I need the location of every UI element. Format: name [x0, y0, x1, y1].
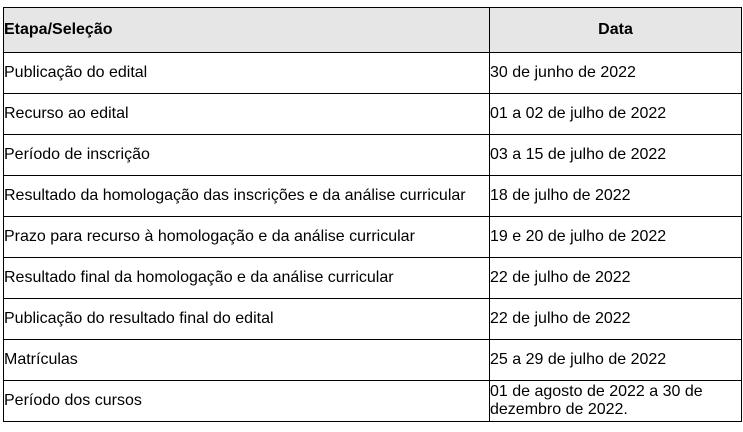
date-cell: 01 de agosto de 2022 a 30 de dezembro de 2022. — [490, 381, 742, 422]
stage-cell: Período dos cursos — [4, 381, 490, 422]
stage-cell: Período de inscrição — [4, 135, 490, 176]
table-row — [4, 176, 742, 217]
stage-cell: Publicação do resultado final do edital — [4, 299, 490, 340]
table-body — [4, 53, 742, 422]
column-header-stage: Etapa/Seleção — [4, 8, 490, 53]
date-cell: 03 a 15 de julho de 2022 — [490, 135, 742, 176]
table-header — [4, 8, 742, 53]
table-row — [4, 94, 742, 135]
date-cell: 22 de julho de 2022 — [490, 258, 742, 299]
table-row — [4, 135, 742, 176]
column-header-date: Data — [490, 8, 742, 53]
table-row — [4, 53, 742, 94]
stage-cell: Matrículas — [4, 340, 490, 381]
stage-cell: Resultado final da homologação e da análise curricular — [4, 258, 490, 299]
table-row — [4, 381, 742, 422]
table-row — [4, 340, 742, 381]
schedule-table — [3, 7, 742, 422]
date-cell: 22 de julho de 2022 — [490, 299, 742, 340]
date-cell: 18 de julho de 2022 — [490, 176, 742, 217]
table-row — [4, 299, 742, 340]
stage-cell: Prazo para recurso à homologação e da análise curricular — [4, 217, 490, 258]
date-cell: 01 a 02 de julho de 2022 — [490, 94, 742, 135]
date-cell: 30 de junho de 2022 — [490, 53, 742, 94]
stage-cell: Resultado da homologação das inscrições e da análise curricular — [4, 176, 490, 217]
table-row — [4, 217, 742, 258]
date-cell: 25 a 29 de julho de 2022 — [490, 340, 742, 381]
stage-cell: Publicação do edital — [4, 53, 490, 94]
date-cell: 19 e 20 de julho de 2022 — [490, 217, 742, 258]
table-row — [4, 258, 742, 299]
stage-cell: Recurso ao edital — [4, 94, 490, 135]
header-row — [4, 8, 742, 53]
